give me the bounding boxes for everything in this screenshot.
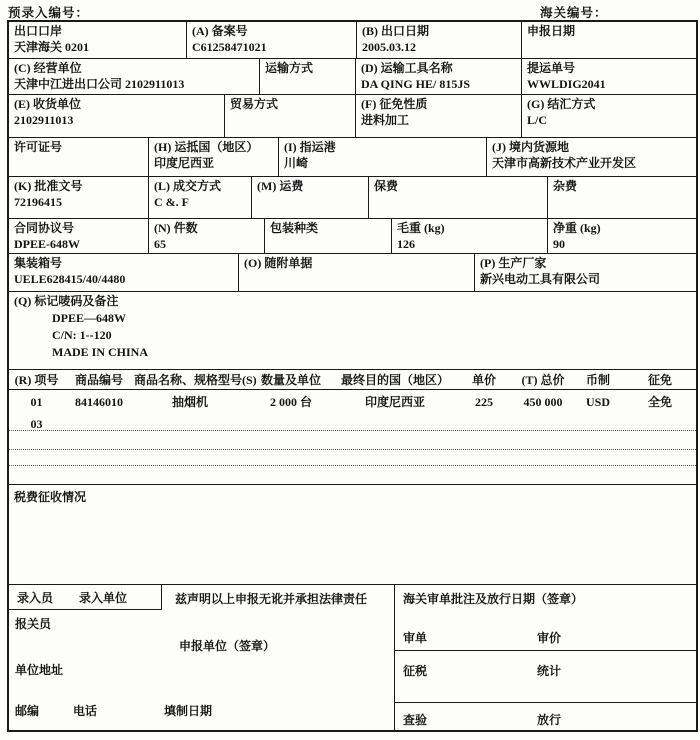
field-domestic-source [487,138,696,177]
col-quantity-unit: 数量及单位 [260,373,321,387]
broker-label: 报关员 [15,617,52,631]
field-value: 天津市高新技术产业开发区 [492,155,637,170]
field-destination-country [149,138,279,177]
item-name: 抽烟机 [171,395,208,409]
field-value: 川崎 [284,155,309,170]
field-value: 2005.03.12 [362,39,416,54]
fill-date-label: 填制日期 [164,704,213,718]
review-doc-label: 审单 [403,631,428,645]
item-currency: USD [585,395,610,409]
field-destination-port [279,138,487,177]
field-label: (K) 批准文号 [14,179,83,193]
field-levy-nature [356,95,522,138]
field-label: (E) 收货单位 [14,97,81,111]
field-misc-fees [548,177,696,219]
col-item-no: (R) 项号 [14,373,59,387]
field-consignee [9,95,225,138]
col-final-destination: 最终目的国（地区） [340,373,449,387]
field-label: (L) 成交方式 [154,179,221,193]
field-label: (Q) 标记唛码及备注 [14,294,119,308]
item-no: 03 [30,417,43,431]
field-label: (D) 运输工具名称 [361,61,453,75]
inspection-label: 查验 [403,713,428,727]
release-label: 放行 [537,713,562,727]
field-value: 90 [553,236,565,251]
field-vessel-name [356,59,522,95]
postcode-label: 邮编 [15,704,40,718]
field-transport-mode [260,59,356,95]
col-levy-exempt: 征免 [647,373,672,387]
item-total-price: 450 000 [523,395,563,409]
entry-unit-label: 录入单位 [79,591,128,605]
item-unit-price: 225 [475,395,493,409]
field-value: 72196415 [14,194,62,209]
field-gross-weight [392,219,548,254]
field-label: 申报日期 [527,24,576,38]
field-label: 保费 [374,179,399,193]
item-destination: 印度尼西亚 [364,395,425,409]
field-label: 包装种类 [270,221,319,235]
field-label: (N) 件数 [154,221,198,235]
field-label: (F) 征免性质 [361,97,428,111]
field-value: 天津海关 0201 [14,39,90,54]
field-value: DPEE-648W [14,236,80,251]
field-transaction-terms [149,177,252,219]
entry-clerk-label: 录入员 [17,591,54,605]
customs-endorsement-header: 海关审单批注及放行日期（签章） [403,592,584,606]
marks-line: C/N: 1--120 [52,327,112,342]
col-commodity-name: 商品名称、规格型号(S) [134,373,257,387]
footer-right-panel [395,585,696,730]
field-freight [252,177,369,219]
items-header-row [9,370,696,390]
field-value: 新兴电动工具有限公司 [480,271,601,286]
divider [395,702,696,703]
field-label: 运输方式 [265,61,314,75]
field-label: (O) 随附单据 [244,256,313,270]
entry-clerk-box [9,585,162,610]
field-container-number [9,254,239,292]
col-currency: 币制 [585,373,610,387]
phone-label: 电话 [73,704,98,718]
item-no: 01 [30,395,43,409]
marks-line: DPEE—648W [52,310,127,325]
dotted-separator [9,465,696,466]
field-value: 印度尼西亚 [154,155,215,170]
field-label: (P) 生产厂家 [480,256,547,270]
unit-address-label: 单位地址 [15,663,64,677]
footer-left-panel [9,585,395,730]
field-manufacturer [475,254,696,292]
field-value: WWLDIG2041 [527,76,606,91]
field-value: 天津中江进出口公司 2102911013 [14,76,185,91]
field-label: (J) 境内货源地 [492,140,569,154]
field-label: (I) 指运港 [284,140,336,154]
field-bill-of-lading [522,59,696,95]
tax-collection-label: 税费征收情况 [14,490,87,504]
field-label: (C) 经营单位 [14,61,82,75]
field-package-type [265,219,392,254]
statistics-label: 统计 [537,664,562,678]
item-quantity: 2 000 台 [269,395,312,409]
dotted-separator [9,449,696,450]
field-value: C &. F [154,194,189,209]
field-label: 杂费 [553,179,578,193]
field-package-count [149,219,265,254]
field-label: 毛重 (kg) [397,221,445,235]
pre-entry-number-label: 预录入编号： [8,6,90,20]
levy-tax-label: 征税 [403,664,428,678]
field-insurance [369,177,548,219]
field-trade-mode [225,95,356,138]
field-contract-number [9,219,149,254]
col-unit-price: 单价 [471,373,496,387]
col-commodity-code: 商品编号 [74,373,123,387]
field-export-date [357,22,522,59]
field-value: DA QING HE/ 815JS [361,76,471,91]
tax-collection-section [9,484,696,585]
field-value: C61258471021 [192,39,267,54]
field-license-number [9,138,149,177]
field-label: (H) 运抵国（地区） [154,140,259,154]
field-record-number [187,22,357,59]
field-operating-unit [9,59,260,95]
item-levy-exempt: 全免 [647,395,672,409]
field-value: 2102911013 [14,112,74,127]
divider [395,650,696,651]
field-value: UELE628415/40/4480 [14,271,126,286]
field-label: 提运单号 [527,61,576,75]
field-label: 出口口岸 [14,24,63,38]
field-label: 贸易方式 [230,97,279,111]
field-label: (B) 出口日期 [362,24,429,38]
field-approval-number [9,177,149,219]
field-value: 65 [154,236,166,251]
field-declare-date [522,22,696,59]
form-table [7,20,698,732]
field-label: (A) 备案号 [192,24,248,38]
review-price-label: 审价 [537,631,562,645]
col-total-price: (T) 总价 [521,373,565,387]
field-attached-documents [239,254,475,292]
field-marks-remarks [9,292,696,370]
field-label: (G) 结汇方式 [527,97,596,111]
field-value: 进料加工 [361,112,410,127]
field-label: 集装箱号 [14,256,63,270]
field-value: 126 [397,236,415,251]
declare-unit-seal-label: 申报单位（签章） [179,639,276,653]
field-export-port [9,22,187,59]
field-value: L/C [527,112,548,127]
item-row [9,392,696,412]
marks-line: MADE IN CHINA [52,345,148,360]
field-label: 净重 (kg) [553,221,601,235]
dotted-separator [9,430,696,431]
field-label: 合同协议号 [14,221,75,235]
field-label: (M) 运费 [257,179,304,193]
field-label: 许可证号 [14,140,63,154]
field-settlement-mode [522,95,696,138]
item-code: 84146010 [75,395,123,409]
declaration-statement: 兹声明以上申报无讹并承担法律责任 [175,592,368,606]
field-net-weight [548,219,696,254]
customs-number-label: 海关编号： [540,6,608,20]
